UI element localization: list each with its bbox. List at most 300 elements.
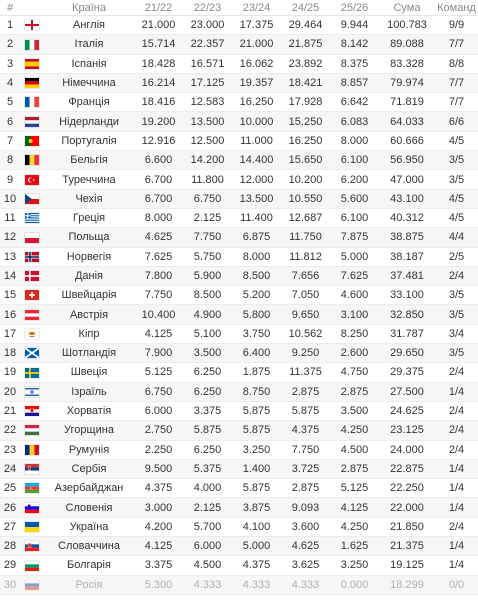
- flag-cell: [20, 73, 44, 92]
- season-2324-cell: 5.000: [232, 537, 281, 556]
- season-2324-cell: 5.800: [232, 305, 281, 324]
- total-cell: 79.974: [379, 73, 435, 92]
- teams-cell: 1/4: [435, 537, 478, 556]
- rank-cell: 3: [0, 54, 20, 73]
- flag-cell: [20, 324, 44, 343]
- flag-cell: [20, 151, 44, 170]
- rank-cell: 26: [0, 498, 20, 517]
- flag-cell: [20, 537, 44, 556]
- teams-cell: 3/5: [435, 344, 478, 363]
- ukraine-flag-icon: [25, 522, 39, 532]
- total-cell: 19.125: [379, 556, 435, 575]
- table-row[interactable]: [0, 93, 478, 112]
- country-name[interactable]: Азербайджан: [44, 479, 134, 498]
- rank-cell: 25: [0, 479, 20, 498]
- teams-cell: 2/4: [435, 440, 478, 459]
- season-2122-header[interactable]: 21/22: [134, 0, 183, 16]
- country-name[interactable]: Швейцарія: [44, 286, 134, 305]
- rank-cell: 15: [0, 286, 20, 305]
- season-2425-cell: 11.750: [281, 228, 330, 247]
- season-2526-cell: 6.200: [330, 170, 379, 189]
- season-2526-cell: 3.100: [330, 305, 379, 324]
- rank-cell: 22: [0, 421, 20, 440]
- slovakia-flag-icon: [25, 541, 39, 551]
- flag-cell: [20, 382, 44, 401]
- season-2223-cell: 14.200: [183, 151, 232, 170]
- rank-cell: 11: [0, 208, 20, 227]
- table-row[interactable]: [0, 286, 478, 305]
- season-2526-cell: 5.000: [330, 247, 379, 266]
- teams-cell: 1/4: [435, 459, 478, 478]
- season-2425-cell: 18.421: [281, 73, 330, 92]
- total-cell: 60.666: [379, 131, 435, 150]
- total-cell: 23.125: [379, 421, 435, 440]
- season-2526-cell: 8.142: [330, 35, 379, 54]
- season-2526-cell: 8.857: [330, 73, 379, 92]
- rank-cell: 6: [0, 112, 20, 131]
- table-row[interactable]: [0, 421, 478, 440]
- season-2122-cell: 2.250: [134, 440, 183, 459]
- country-name[interactable]: Україна: [44, 517, 134, 536]
- table-row[interactable]: [0, 324, 478, 343]
- season-2425-cell: 3.625: [281, 556, 330, 575]
- total-cell: 71.819: [379, 93, 435, 112]
- country-name[interactable]: Німеччина: [44, 73, 134, 92]
- season-2526-cell: 7.625: [330, 266, 379, 285]
- season-2223-cell: 5.700: [183, 517, 232, 536]
- flag-cell: [20, 16, 44, 35]
- season-2425-cell: 9.093: [281, 498, 330, 517]
- table-row[interactable]: [0, 537, 478, 556]
- total-cell: 24.000: [379, 440, 435, 459]
- flag-cell: [20, 131, 44, 150]
- rank-cell: 4: [0, 73, 20, 92]
- season-2324-cell: 4.100: [232, 517, 281, 536]
- belgium-flag-icon: [25, 155, 39, 165]
- season-2223-cell: 6.000: [183, 537, 232, 556]
- table-row[interactable]: [0, 305, 478, 324]
- total-header[interactable]: Сума: [379, 0, 435, 16]
- season-2526-cell: 4.125: [330, 498, 379, 517]
- teams-cell: 2/4: [435, 266, 478, 285]
- season-2223-cell: 8.500: [183, 286, 232, 305]
- country-name[interactable]: Бельгія: [44, 151, 134, 170]
- season-2425-cell: 12.687: [281, 208, 330, 227]
- season-2324-cell: 8.750: [232, 382, 281, 401]
- teams-cell: 9/9: [435, 16, 478, 35]
- season-2324-cell: 5.875: [232, 421, 281, 440]
- czechia-flag-icon: [25, 194, 39, 204]
- table-row[interactable]: [0, 54, 478, 73]
- rank-cell: 28: [0, 537, 20, 556]
- table-row[interactable]: [0, 459, 478, 478]
- season-2223-cell: 5.750: [183, 247, 232, 266]
- season-2324-cell: 4.333: [232, 575, 281, 594]
- table-row[interactable]: [0, 247, 478, 266]
- rank-cell: 27: [0, 517, 20, 536]
- season-2526-cell: 3.500: [330, 401, 379, 420]
- season-2223-cell: 23.000: [183, 16, 232, 35]
- season-2425-cell: 4.375: [281, 421, 330, 440]
- season-2526-cell: 9.944: [330, 16, 379, 35]
- rank-cell: 5: [0, 93, 20, 112]
- season-2324-cell: 1.400: [232, 459, 281, 478]
- season-2425-cell: 7.750: [281, 440, 330, 459]
- season-2526-cell: 8.000: [330, 131, 379, 150]
- rank-cell: 14: [0, 266, 20, 285]
- season-2122-cell: 21.000: [134, 16, 183, 35]
- teams-cell: 4/5: [435, 208, 478, 227]
- sweden-flag-icon: [25, 368, 39, 378]
- total-cell: 29.650: [379, 344, 435, 363]
- season-2526-cell: 2.875: [330, 382, 379, 401]
- flag-cell: [20, 170, 44, 189]
- israel-flag-icon: [25, 387, 39, 397]
- season-2526-cell: 1.625: [330, 537, 379, 556]
- season-2223-cell: 16.571: [183, 54, 232, 73]
- season-2223-cell: 11.800: [183, 170, 232, 189]
- season-2223-cell: 5.875: [183, 421, 232, 440]
- season-2526-cell: 4.750: [330, 363, 379, 382]
- season-2223-cell: 3.375: [183, 401, 232, 420]
- flag-cell: [20, 479, 44, 498]
- season-2425-cell: 11.812: [281, 247, 330, 266]
- season-2324-cell: 19.357: [232, 73, 281, 92]
- season-2526-cell: 4.250: [330, 421, 379, 440]
- teams-cell: 2/4: [435, 363, 478, 382]
- total-cell: 40.312: [379, 208, 435, 227]
- table-row[interactable]: [0, 498, 478, 517]
- total-cell: 47.000: [379, 170, 435, 189]
- season-2223-cell: 5.375: [183, 459, 232, 478]
- season-2324-cell: 12.000: [232, 170, 281, 189]
- season-2425-cell: 7.050: [281, 286, 330, 305]
- flag-cell: [20, 93, 44, 112]
- table-row[interactable]: [0, 363, 478, 382]
- season-2425-header[interactable]: 24/25: [281, 0, 330, 16]
- total-cell: 31.787: [379, 324, 435, 343]
- france-flag-icon: [25, 97, 39, 107]
- flag-cell: [20, 440, 44, 459]
- season-2324-cell: 5.875: [232, 401, 281, 420]
- rank-cell: 7: [0, 131, 20, 150]
- season-2223-cell: 4.900: [183, 305, 232, 324]
- rank-cell: 12: [0, 228, 20, 247]
- table-row[interactable]: [0, 112, 478, 131]
- total-cell: 29.375: [379, 363, 435, 382]
- table-row[interactable]: [0, 208, 478, 227]
- flag-cell: [20, 556, 44, 575]
- season-2425-cell: 23.892: [281, 54, 330, 73]
- teams-cell: 1/4: [435, 498, 478, 517]
- country-name[interactable]: Італія: [44, 35, 134, 54]
- teams-cell: 3/4: [435, 324, 478, 343]
- flag-cell: [20, 112, 44, 131]
- season-2526-cell: 6.642: [330, 93, 379, 112]
- teams-cell: 1/4: [435, 382, 478, 401]
- season-2223-cell: 5.900: [183, 266, 232, 285]
- table-row[interactable]: [0, 189, 478, 208]
- season-2122-cell: 4.625: [134, 228, 183, 247]
- country-name[interactable]: Данія: [44, 266, 134, 285]
- season-2122-cell: 16.214: [134, 73, 183, 92]
- country-name[interactable]: Греція: [44, 208, 134, 227]
- season-2324-cell: 3.250: [232, 440, 281, 459]
- austria-flag-icon: [25, 310, 39, 320]
- flag-cell: [20, 575, 44, 594]
- season-2223-header[interactable]: 22/23: [183, 0, 232, 16]
- hungary-flag-icon: [25, 425, 39, 435]
- flag-cell: [20, 286, 44, 305]
- season-2122-cell: 3.375: [134, 556, 183, 575]
- total-cell: 100.783: [379, 16, 435, 35]
- table-row[interactable]: [0, 151, 478, 170]
- flag-cell: [20, 459, 44, 478]
- table-row[interactable]: [0, 170, 478, 189]
- season-2324-cell: 14.400: [232, 151, 281, 170]
- country-name[interactable]: Словаччина: [44, 537, 134, 556]
- season-2425-cell: 9.250: [281, 344, 330, 363]
- rank-cell: 2: [0, 35, 20, 54]
- country-name[interactable]: Норвегія: [44, 247, 134, 266]
- teams-header[interactable]: Команд: [435, 0, 478, 16]
- bulgaria-flag-icon: [25, 561, 39, 571]
- country-name[interactable]: Франція: [44, 93, 134, 112]
- table-header-row: [0, 0, 478, 16]
- switzerland-flag-icon: [25, 290, 39, 300]
- table-row[interactable]: [0, 344, 478, 363]
- season-2122-cell: 5.300: [134, 575, 183, 594]
- table-row[interactable]: [0, 228, 478, 247]
- flag-cell: [20, 247, 44, 266]
- season-2324-cell: 5.875: [232, 479, 281, 498]
- season-2324-header[interactable]: 23/24: [232, 0, 281, 16]
- country-name[interactable]: Росія: [44, 575, 134, 594]
- season-2324-cell: 6.875: [232, 228, 281, 247]
- country-name[interactable]: Кіпр: [44, 324, 134, 343]
- table-row[interactable]: [0, 479, 478, 498]
- season-2223-cell: 12.500: [183, 131, 232, 150]
- season-2324-cell: 10.000: [232, 112, 281, 131]
- country-name[interactable]: Англія: [44, 16, 134, 35]
- season-2122-cell: 6.750: [134, 382, 183, 401]
- country-name[interactable]: Нідерланди: [44, 112, 134, 131]
- season-2324-cell: 17.375: [232, 16, 281, 35]
- season-2324-cell: 8.000: [232, 247, 281, 266]
- season-2526-cell: 6.100: [330, 151, 379, 170]
- season-2122-cell: 4.200: [134, 517, 183, 536]
- country-name[interactable]: Угорщина: [44, 421, 134, 440]
- season-2324-cell: 21.000: [232, 35, 281, 54]
- country-name[interactable]: Чехія: [44, 189, 134, 208]
- country-name[interactable]: Польща: [44, 228, 134, 247]
- total-cell: 18.299: [379, 575, 435, 594]
- season-2223-cell: 3.500: [183, 344, 232, 363]
- table-row[interactable]: [0, 401, 478, 420]
- season-2425-cell: 21.875: [281, 35, 330, 54]
- season-2425-cell: 9.650: [281, 305, 330, 324]
- season-2526-cell: 6.100: [330, 208, 379, 227]
- country-name[interactable]: Іспанія: [44, 54, 134, 73]
- croatia-flag-icon: [25, 406, 39, 416]
- season-2425-cell: 17.928: [281, 93, 330, 112]
- flag-cell: [20, 344, 44, 363]
- season-2122-cell: 4.125: [134, 537, 183, 556]
- country-name[interactable]: Шотландія: [44, 344, 134, 363]
- season-2526-cell: 4.250: [330, 517, 379, 536]
- season-2425-cell: 15.250: [281, 112, 330, 131]
- rank-cell: 1: [0, 16, 20, 35]
- total-cell: 43.100: [379, 189, 435, 208]
- total-cell: 21.850: [379, 517, 435, 536]
- teams-cell: 2/4: [435, 517, 478, 536]
- country-name[interactable]: Португалія: [44, 131, 134, 150]
- season-2526-header[interactable]: 25/26: [330, 0, 379, 16]
- country-header[interactable]: Країна: [44, 0, 134, 16]
- country-name[interactable]: Туреччина: [44, 170, 134, 189]
- season-2324-cell: 16.062: [232, 54, 281, 73]
- table-row[interactable]: [0, 131, 478, 150]
- table-row[interactable]: [0, 556, 478, 575]
- flag-cell: [20, 208, 44, 227]
- season-2526-cell: 2.875: [330, 459, 379, 478]
- poland-flag-icon: [25, 233, 39, 243]
- season-2425-cell: 10.200: [281, 170, 330, 189]
- teams-cell: 2/4: [435, 421, 478, 440]
- season-2526-cell: 3.250: [330, 556, 379, 575]
- season-2223-cell: 5.100: [183, 324, 232, 343]
- season-2122-cell: 6.700: [134, 170, 183, 189]
- country-name[interactable]: Словенія: [44, 498, 134, 517]
- table-row[interactable]: [0, 16, 478, 35]
- teams-cell: 4/5: [435, 131, 478, 150]
- rank-cell: 19: [0, 363, 20, 382]
- turkey-flag-icon: [25, 175, 39, 185]
- season-2425-cell: 5.875: [281, 401, 330, 420]
- season-2122-cell: 7.800: [134, 266, 183, 285]
- season-2122-cell: 4.375: [134, 479, 183, 498]
- season-2526-cell: 0.000: [330, 575, 379, 594]
- country-name[interactable]: Сербія: [44, 459, 134, 478]
- teams-cell: 7/7: [435, 35, 478, 54]
- season-2324-cell: 16.250: [232, 93, 281, 112]
- table-row[interactable]: [0, 35, 478, 54]
- season-2425-cell: 2.875: [281, 382, 330, 401]
- country-name[interactable]: Болгарія: [44, 556, 134, 575]
- season-2324-cell: 3.750: [232, 324, 281, 343]
- flag-cell: [20, 363, 44, 382]
- denmark-flag-icon: [25, 271, 39, 281]
- country-name[interactable]: Австрія: [44, 305, 134, 324]
- season-2122-cell: 6.700: [134, 189, 183, 208]
- season-2223-cell: 6.250: [183, 382, 232, 401]
- total-cell: 89.088: [379, 35, 435, 54]
- season-2122-cell: 10.400: [134, 305, 183, 324]
- season-2425-cell: 29.464: [281, 16, 330, 35]
- azerbaijan-flag-icon: [25, 483, 39, 493]
- table-row[interactable]: [0, 73, 478, 92]
- flag-cell: [20, 54, 44, 73]
- teams-cell: 7/7: [435, 93, 478, 112]
- table-body: [0, 16, 478, 595]
- season-2122-cell: 12.916: [134, 131, 183, 150]
- germany-flag-icon: [25, 78, 39, 88]
- total-cell: 27.500: [379, 382, 435, 401]
- teams-cell: 4/5: [435, 189, 478, 208]
- rank-cell: 9: [0, 170, 20, 189]
- greece-flag-icon: [25, 213, 39, 223]
- season-2526-cell: 7.875: [330, 228, 379, 247]
- season-2223-cell: 22.357: [183, 35, 232, 54]
- table-row[interactable]: [0, 575, 478, 594]
- season-2425-cell: 2.875: [281, 479, 330, 498]
- season-2324-cell: 11.400: [232, 208, 281, 227]
- flag-header: [20, 0, 44, 16]
- flag-cell: [20, 517, 44, 536]
- table-row[interactable]: [0, 517, 478, 536]
- season-2122-cell: 6.000: [134, 401, 183, 420]
- teams-cell: 6/6: [435, 112, 478, 131]
- slovenia-flag-icon: [25, 503, 39, 513]
- table-row[interactable]: [0, 382, 478, 401]
- season-2122-cell: 7.900: [134, 344, 183, 363]
- season-2425-cell: 11.375: [281, 363, 330, 382]
- portugal-flag-icon: [25, 136, 39, 146]
- total-cell: 32.850: [379, 305, 435, 324]
- rank-cell: 30: [0, 575, 20, 594]
- total-cell: 22.000: [379, 498, 435, 517]
- season-2122-cell: 5.125: [134, 363, 183, 382]
- country-name[interactable]: Ізраїль: [44, 382, 134, 401]
- season-2122-cell: 4.125: [134, 324, 183, 343]
- serbia-flag-icon: [25, 464, 39, 474]
- country-name[interactable]: Швеція: [44, 363, 134, 382]
- scotland-flag-icon: [25, 348, 39, 358]
- season-2425-cell: 16.250: [281, 131, 330, 150]
- teams-cell: 3/5: [435, 286, 478, 305]
- table-row[interactable]: [0, 266, 478, 285]
- season-2223-cell: 6.250: [183, 440, 232, 459]
- total-cell: 56.950: [379, 151, 435, 170]
- total-cell: 24.625: [379, 401, 435, 420]
- teams-cell: 3/5: [435, 305, 478, 324]
- rank-cell: 17: [0, 324, 20, 343]
- season-2223-cell: 6.250: [183, 363, 232, 382]
- country-name[interactable]: Румунія: [44, 440, 134, 459]
- rank-header[interactable]: #: [0, 0, 20, 16]
- season-2425-cell: 15.650: [281, 151, 330, 170]
- season-2324-cell: 8.500: [232, 266, 281, 285]
- rank-cell: 10: [0, 189, 20, 208]
- season-2425-cell: 10.550: [281, 189, 330, 208]
- season-2324-cell: 5.200: [232, 286, 281, 305]
- total-cell: 22.875: [379, 459, 435, 478]
- romania-flag-icon: [25, 445, 39, 455]
- table-row[interactable]: [0, 440, 478, 459]
- rank-cell: 16: [0, 305, 20, 324]
- teams-cell: 2/5: [435, 247, 478, 266]
- teams-cell: 7/7: [435, 73, 478, 92]
- teams-cell: 8/8: [435, 54, 478, 73]
- season-2122-cell: 18.416: [134, 93, 183, 112]
- season-2223-cell: 7.750: [183, 228, 232, 247]
- season-2223-cell: 2.125: [183, 208, 232, 227]
- country-name[interactable]: Хорватія: [44, 401, 134, 420]
- season-2122-cell: 7.625: [134, 247, 183, 266]
- season-2223-cell: 4.000: [183, 479, 232, 498]
- season-2122-cell: 6.600: [134, 151, 183, 170]
- total-cell: 38.875: [379, 228, 435, 247]
